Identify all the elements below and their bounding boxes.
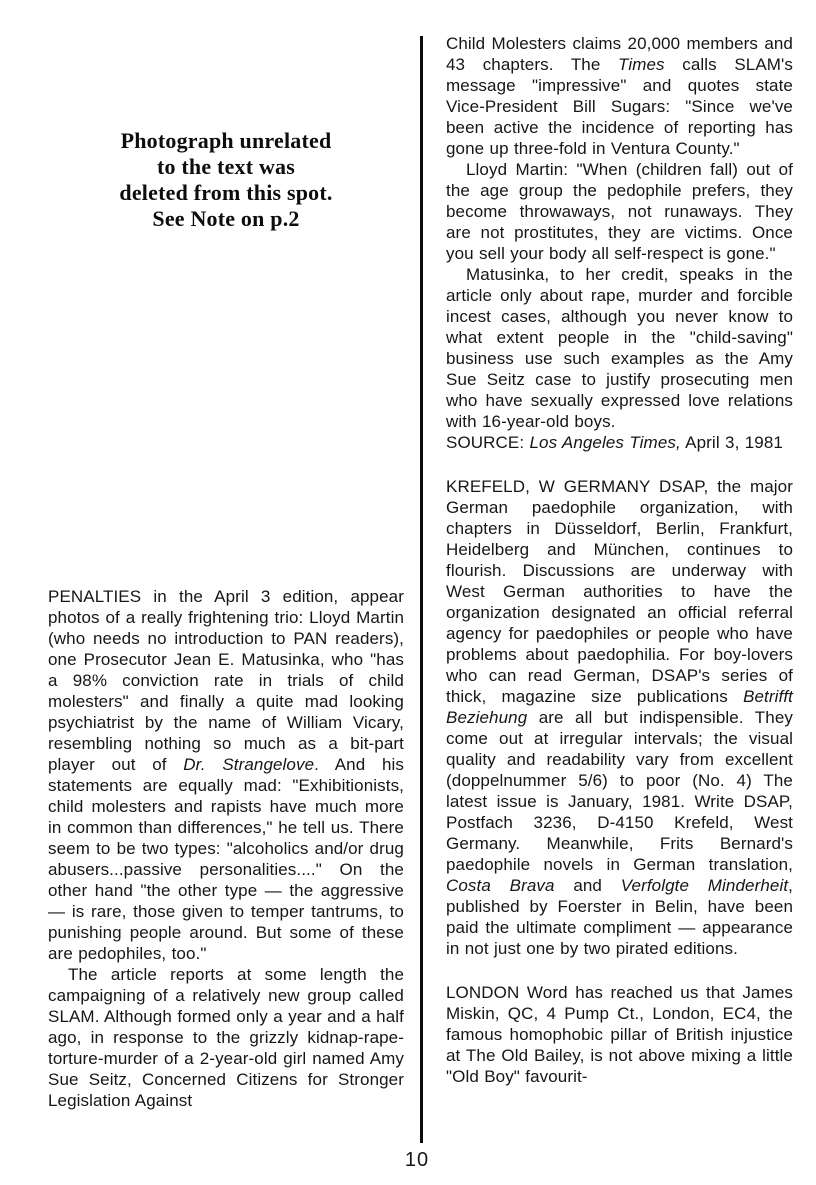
right-column-text [446, 33, 793, 1087]
text-run: April 3, 1981 [680, 433, 783, 452]
paragraph-child-molesters [446, 33, 793, 159]
italic-text-run: Los Angeles Times, [529, 433, 681, 452]
text-run: are all but indispensible. They come out at irregular intervals; the visual quality and readability vary from excellent (doppelnummer 5/6) to poor (No. 4) The latest issue is January, 1981. Write DSAP, Postfach 3236, D-4150 Krefeld, West Germany. Meanwhile, Frits Bernard's paedophile novels in German translation, [446, 708, 793, 874]
text-run: KREFELD, W GERMANY DSAP, the major German paedophile organization, with chapters in Düsseldorf, Berlin, Frankfurt, Heidelberg and München, continues to flourish. Discussions are underway with West German authorities to have the organization designated an official referral agency for paedophiles or people who have problems about paedophilia. For boy-lovers who can read German, DSAP's series of thick, magazine size publications [446, 477, 793, 706]
text-run: Lloyd Martin: "When (children fall) out of the age group the pedophile prefers, they become throwaways, not runaways. They are not prostitutes, they are victims. Once you sell your body all self-respect is gone." [446, 160, 793, 263]
italic-text-run: Verfolgte Minderheit [620, 876, 789, 895]
italic-text-run: Dr. Strangelove [183, 755, 315, 774]
notice-line: deleted from this spot. [119, 180, 333, 205]
notice-line: See Note on p.2 [152, 206, 300, 231]
left-column-text [48, 586, 404, 1111]
text-run: . And his statements are equally mad: "Exhibitionists, child molesters and rapists have much more in common than differences," he tell us. There seem to be two types: "alcoholics and/or drug abusers...passive personalities...." On the other hand "the other type — the aggressive — is rare, those given to temper tantrums, to punishing people around. But some of these are pedophiles, too." [48, 755, 405, 963]
paragraph-matusinka [446, 264, 793, 432]
text-run: The article reports at some length the campaigning of a relatively new group called SLAM. Although formed only a year and a half ago, in response to the grizzly kidnap-rape-torture-murder of a 2-year-old girl named Amy Sue Seitz, Concerned Citizens for Stronger Legislation Against [48, 965, 404, 1110]
italic-text-run: Betrifft Beziehung [446, 687, 793, 727]
italic-text-run: Costa Brava [446, 876, 555, 895]
text-run: , published by Foerster in Belin, have been paid the ultimate compliment — appearance in not just one by two pirated editions. [446, 876, 793, 958]
right-column [446, 33, 793, 1087]
text-run: calls SLAM's message "impressive" and quotes state Vice-President Bill Sugars: "Since we've been active the incidence of reporting has gone up three-fold in Ventura County." [446, 55, 793, 158]
text-run: SOURCE: [446, 433, 530, 452]
notice-line: to the text was [156, 154, 296, 179]
paragraph-krefeld [446, 476, 793, 959]
paragraph-lloyd-martin [446, 159, 793, 264]
column-divider-rule [420, 36, 423, 1143]
text-run: LONDON Word has reached us that James Miskin, QC, 4 Pump Ct., London, EC4, the famous homophobic pillar of British injustice at The Old Bailey, is not above mixing a little "Old Boy" favourit- [446, 983, 793, 1086]
notice-line: Photograph unrelated [120, 128, 332, 153]
photo-deleted-notice [48, 128, 404, 232]
text-run: Matusinka, to her credit, speaks in the article only about rape, murder and forcible incest cases, although you never know to what extent people in the "child-saving" business use such examples as the Amy Sue Seitz case to justify prosecuting men who have sexually expressed love relations with 16-year-old boys. [446, 265, 793, 431]
paragraph-the-article [48, 964, 404, 1111]
source-line [446, 432, 793, 453]
paragraph-penalties [48, 586, 404, 964]
page-number: 10 [404, 1149, 430, 1171]
text-run: and [554, 876, 621, 895]
italic-text-run: Times [618, 55, 665, 74]
text-run: Child Molesters claims 20,000 members and 43 chapters. The [446, 34, 793, 74]
left-column [48, 0, 404, 1111]
text-run: PENALTIES in the April 3 edition, appear photos of a really frightening trio: Lloyd Martin (who needs no introduction to PAN readers), one Prosecutor Jean E. Matusinka, who "has a 98% conviction rate in trials of child molesters" and finally a quite mad looking psychiatrist by the name of William Vicary, resembling nothing so much as a bit-part player out of [48, 587, 404, 774]
paragraph-london [446, 982, 793, 1087]
